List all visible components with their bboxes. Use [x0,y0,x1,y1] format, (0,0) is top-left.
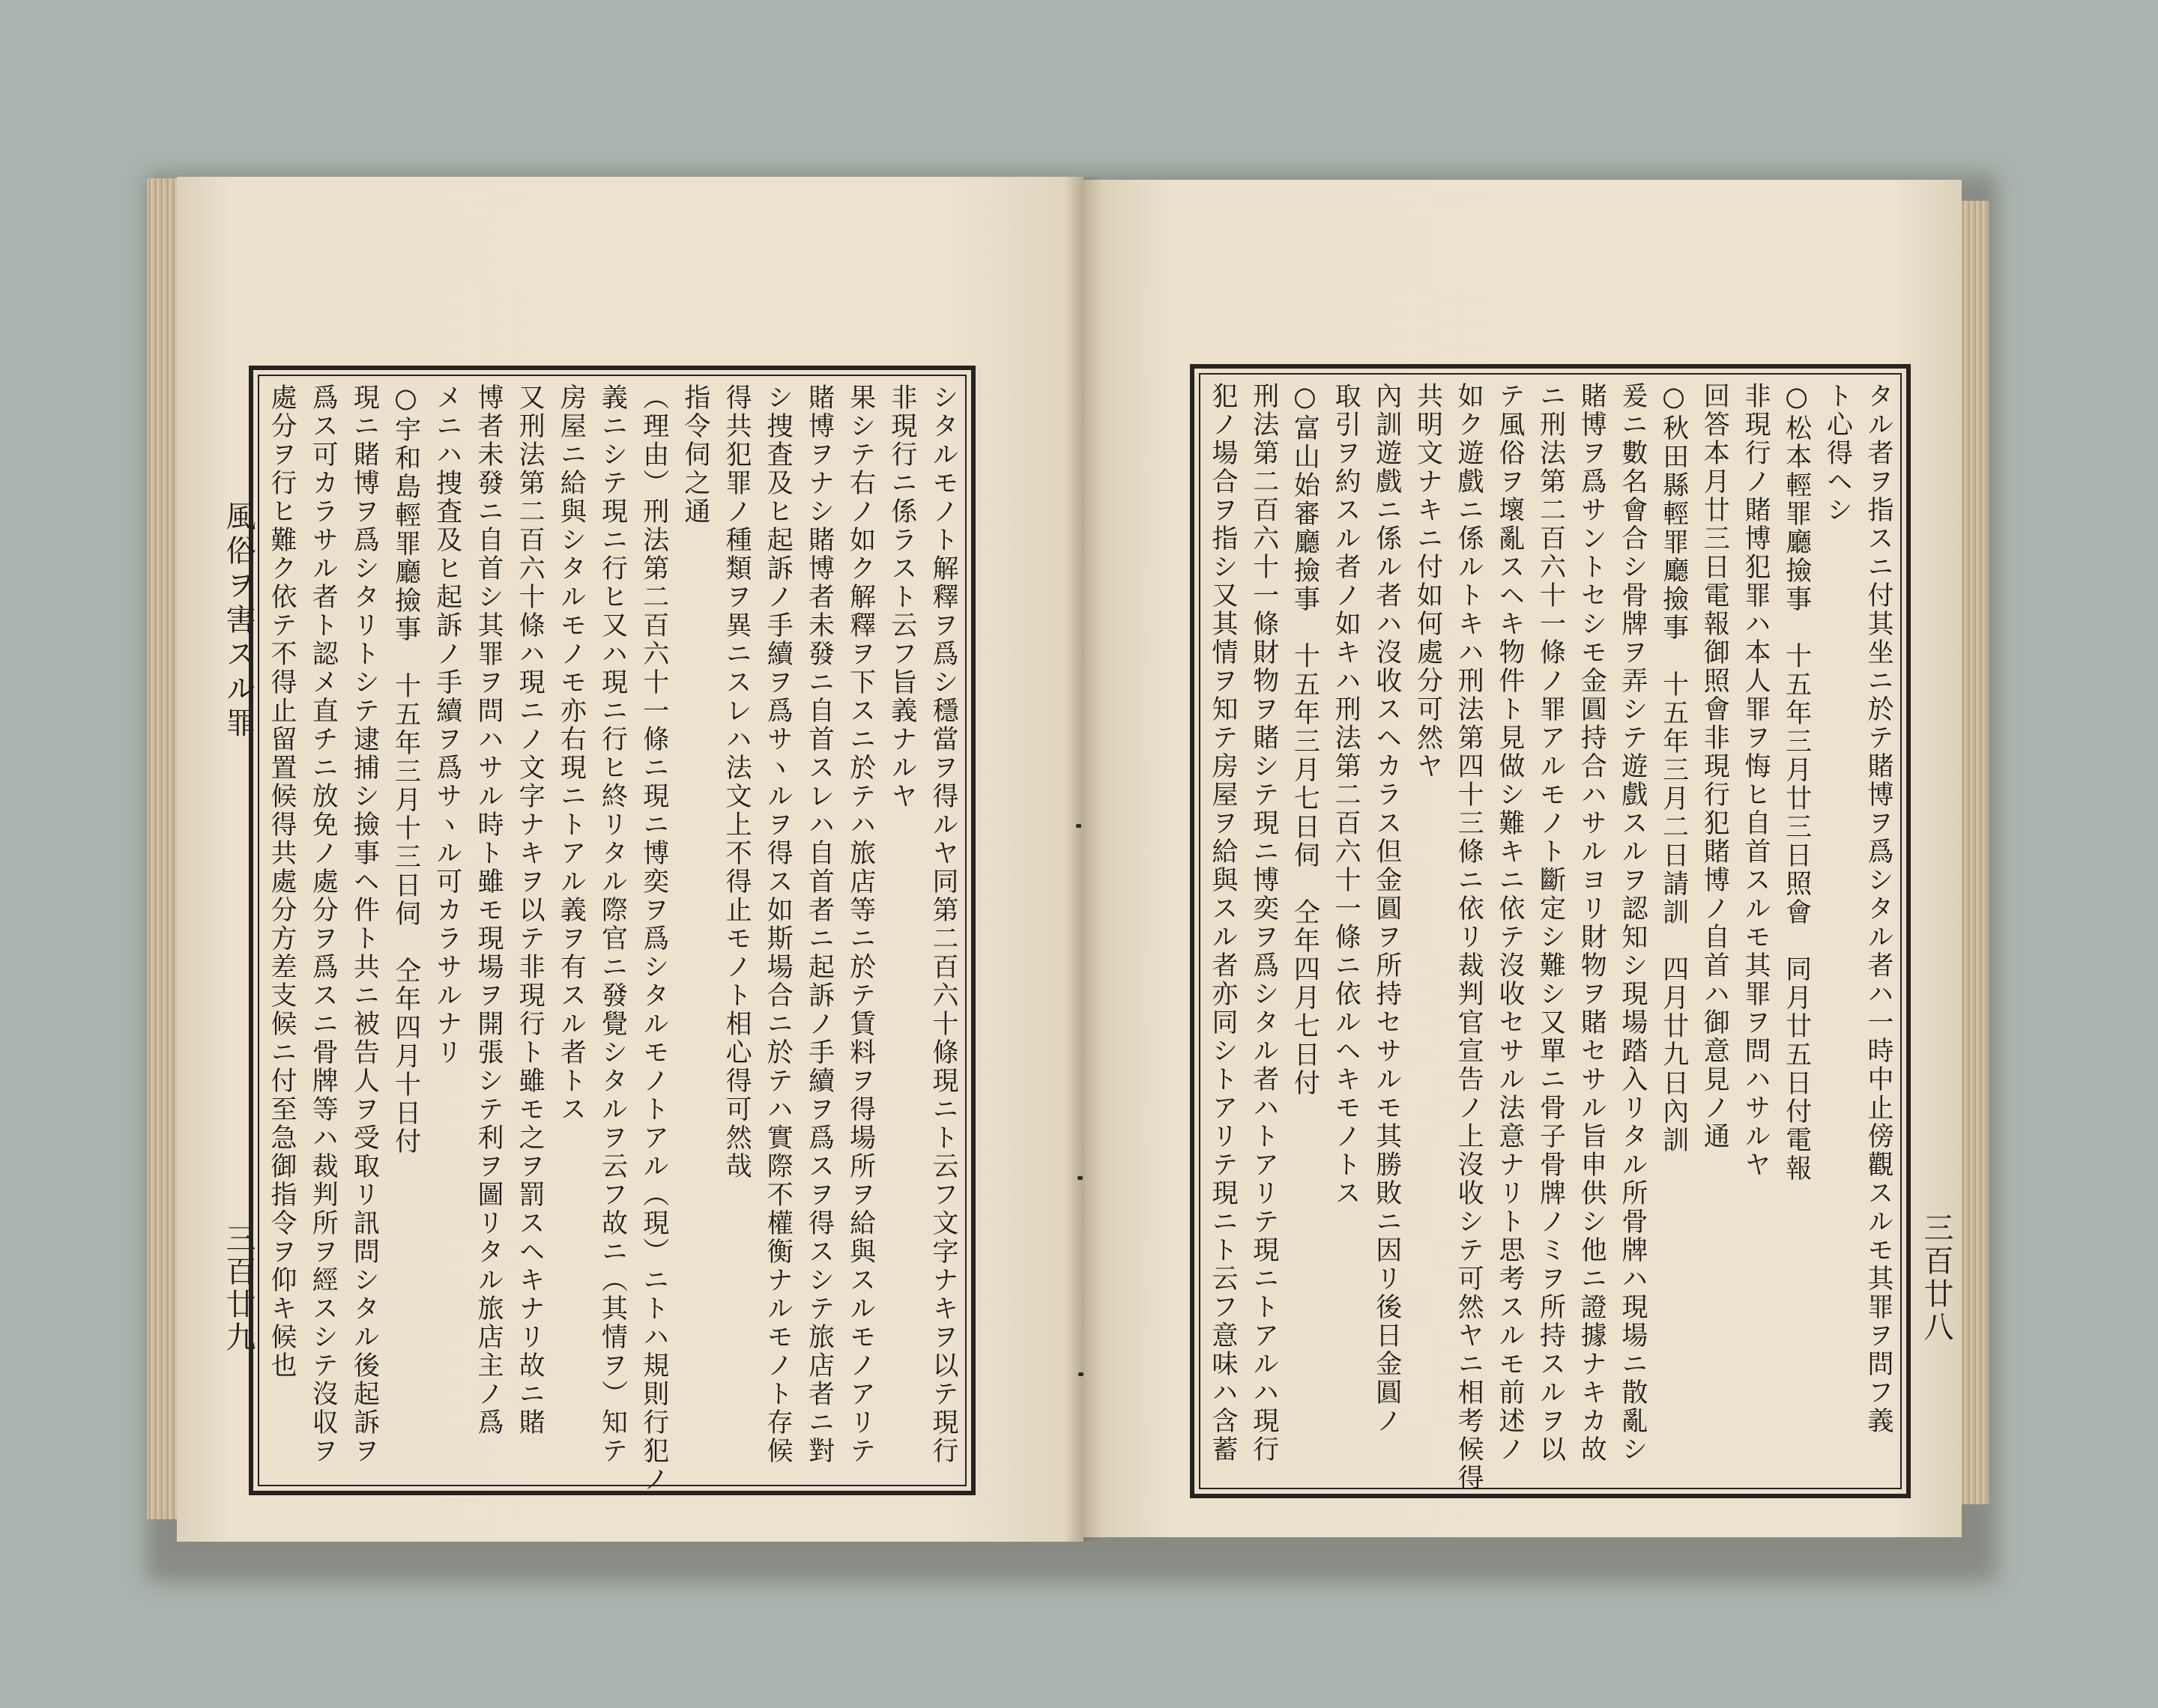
stitch-mark [1078,1176,1083,1180]
text-column: タル者ヲ指スニ付其坐ニ於テ賭博ヲ爲シタル者ハ一時中止傍觀スルモ其罪ヲ問フ義 [1864,382,1893,1435]
text-column: 如ク遊戲ニ係ルトキハ刑法第四十三條ニ依リ裁判官宣告ノ上沒收シテ可然ヤニ相考候得 [1454,382,1484,1492]
text-column: ○松本輕罪廳撿事 十五年三月廿三日照會 同月廿五日付電報 [1781,382,1812,1183]
running-title: 風俗ヲ害スル罪 [221,500,256,742]
text-column: 房屋ニ給與シタルモノモ亦右現ニトアル義ヲ有スル者トス [556,384,587,1124]
text-column: 處分ヲ行ヒ難ク依テ不得止留置候得共處分方差支候ニ付至急御指令ヲ仰キ候也 [267,384,297,1380]
text-column: シ捜査及ヒ起訴ノ手續ヲ爲サヽルヲ得ス如斯場合ニ於テハ實際不權衡ナルモノト存候 [763,384,794,1465]
stitch-mark [1078,1372,1083,1376]
text-column: 回答本月廿三日電報御照會非現行犯賭博ノ自首ハ御意見ノ通 [1699,382,1730,1151]
text-column: ト心得ヘシ [1822,382,1853,524]
text-column: 得共犯罪ノ種類ヲ異ニスレハ法文上不得止モノト相心得可然哉 [722,384,752,1181]
text-column: 非現行ニ係ラスト云フ旨義ナルヤ [886,384,917,811]
text-column: 指令伺之通 [680,384,710,526]
text-column: 賭博ヲナシ賭博者未發ニ自首スレハ自首者ニ起訴ノ手續ヲ爲スヲ得スシテ旅店者ニ對 [804,384,835,1465]
right-folio: 三百廿八 [1919,1212,1953,1344]
text-column: 非現行ノ賭博犯罪ハ本人罪ヲ悔ヒ自首スルモ其罪ヲ問ハサルヤ [1740,382,1771,1179]
book-gutter [1064,177,1103,1542]
text-column: 現ニ賭博ヲ爲シタリトシテ逮捕シ撿事ヘ件ト共ニ被告人ヲ受取リ訊問シタル後起訴ヲ [349,384,380,1465]
left-text-columns [267,384,958,1494]
text-column: 取引ヲ約スル者ノ如キハ刑法第二百六十一條ニ依ルヘキモノトス [1331,382,1361,1208]
right-text-columns [1208,382,1893,1492]
text-column: 刑法第二百六十一條財物ヲ賭シテ現ニ博奕ヲ爲シタル者ハトアリテ現ニトアルハ現行 [1248,382,1279,1464]
text-column: ○富山始審廳撿事 十五年三月七日伺 仝年四月七日付 [1290,382,1320,1097]
text-column: テ風俗ヲ壞亂スヘキ物件ト見做シ難キニ依テ沒收セサル法意ナリト思考スルモ前述ノ [1494,382,1525,1464]
text-column: ○秋田縣輕罪廳撿事 十五年三月二日請訓 四月廿九日內訓 [1658,382,1689,1154]
text-column: 犯ノ場合ヲ指シ又其情ヲ知テ房屋ヲ給與スル者亦同シトアリテ現ニト云フ意味ハ含蓄 [1208,382,1238,1464]
text-column: 爰ニ數名會合シ骨牌ヲ弄シテ遊戲スルヲ認知シ現場踏入リタル所骨牌ハ現場ニ散亂シ [1617,382,1648,1464]
text-column: 爲ス可カラサル者ト認メ直チニ放免ノ處分ヲ爲スニ骨牌等ハ裁判所ヲ經スシテ沒収ヲ [308,384,339,1465]
text-column: メニハ捜査及ヒ起訴ノ手續ヲ爲サヽル可カラサルナリ [432,384,462,1067]
right-text-frame [1190,364,1911,1498]
text-column: 果シテ右ノ如ク解釋ヲ下スニ於テハ旅店等ニ於テ賃料ヲ得場所ヲ給與スルモノアリテ [845,384,876,1465]
text-column: ニ刑法第二百六十一條ノ罪アルモノト斷定シ難シ又單ニ骨子骨牌ノミヲ所持スルヲ以 [1535,382,1566,1464]
stitch-mark [1076,824,1081,828]
left-text-frame [249,366,976,1495]
text-column: 賭博ヲ爲サントセシモ金圓持合ハサルヨリ財物ヲ賭セサル旨申供シ他ニ證據ナキカ故 [1577,382,1607,1464]
text-column: シタルモノト解釋ヲ爲シ穩當ヲ得ルヤ同第二百六十條現ニト云フ文字ナキヲ以テ現行 [928,384,958,1465]
text-column: 內訓遊戲ニ係ル者ハ沒收スヘカラス但金圓ヲ所持セサルモ其勝敗ニ因リ後日金圓ノ [1371,382,1402,1435]
left-folio: 三百廿九 [221,1223,256,1354]
text-column: 共明文ナキニ付如何處分可然ヤ [1412,382,1443,781]
text-column: 義ニシテ現ニ行ヒ又ハ現ニ行ヒ終リタル際官ニ發覺シタルヲ云フ故ニ（其情ヲ）知テ [597,384,628,1465]
text-column: ○宇和島輕罪廳撿事 十五年三月十三日伺 仝年四月十日付 [390,384,421,1156]
text-column: 又刑法第二百六十條ハ現ニノ文字ナキヲ以テ非現行ト雖モ之ヲ罰スヘキナリ故ニ賭 [515,384,545,1437]
text-column: 博者未發ニ自首シ其罪ヲ問ハサル時ト雖モ現場ヲ開張シテ利ヲ圖リタル旅店主ノ爲 [473,384,504,1437]
text-column: （理由）刑法第二百六十一條ニ現ニ博奕ヲ爲シタルモノトアル（現）ニトハ規則行犯ノ [638,384,669,1494]
